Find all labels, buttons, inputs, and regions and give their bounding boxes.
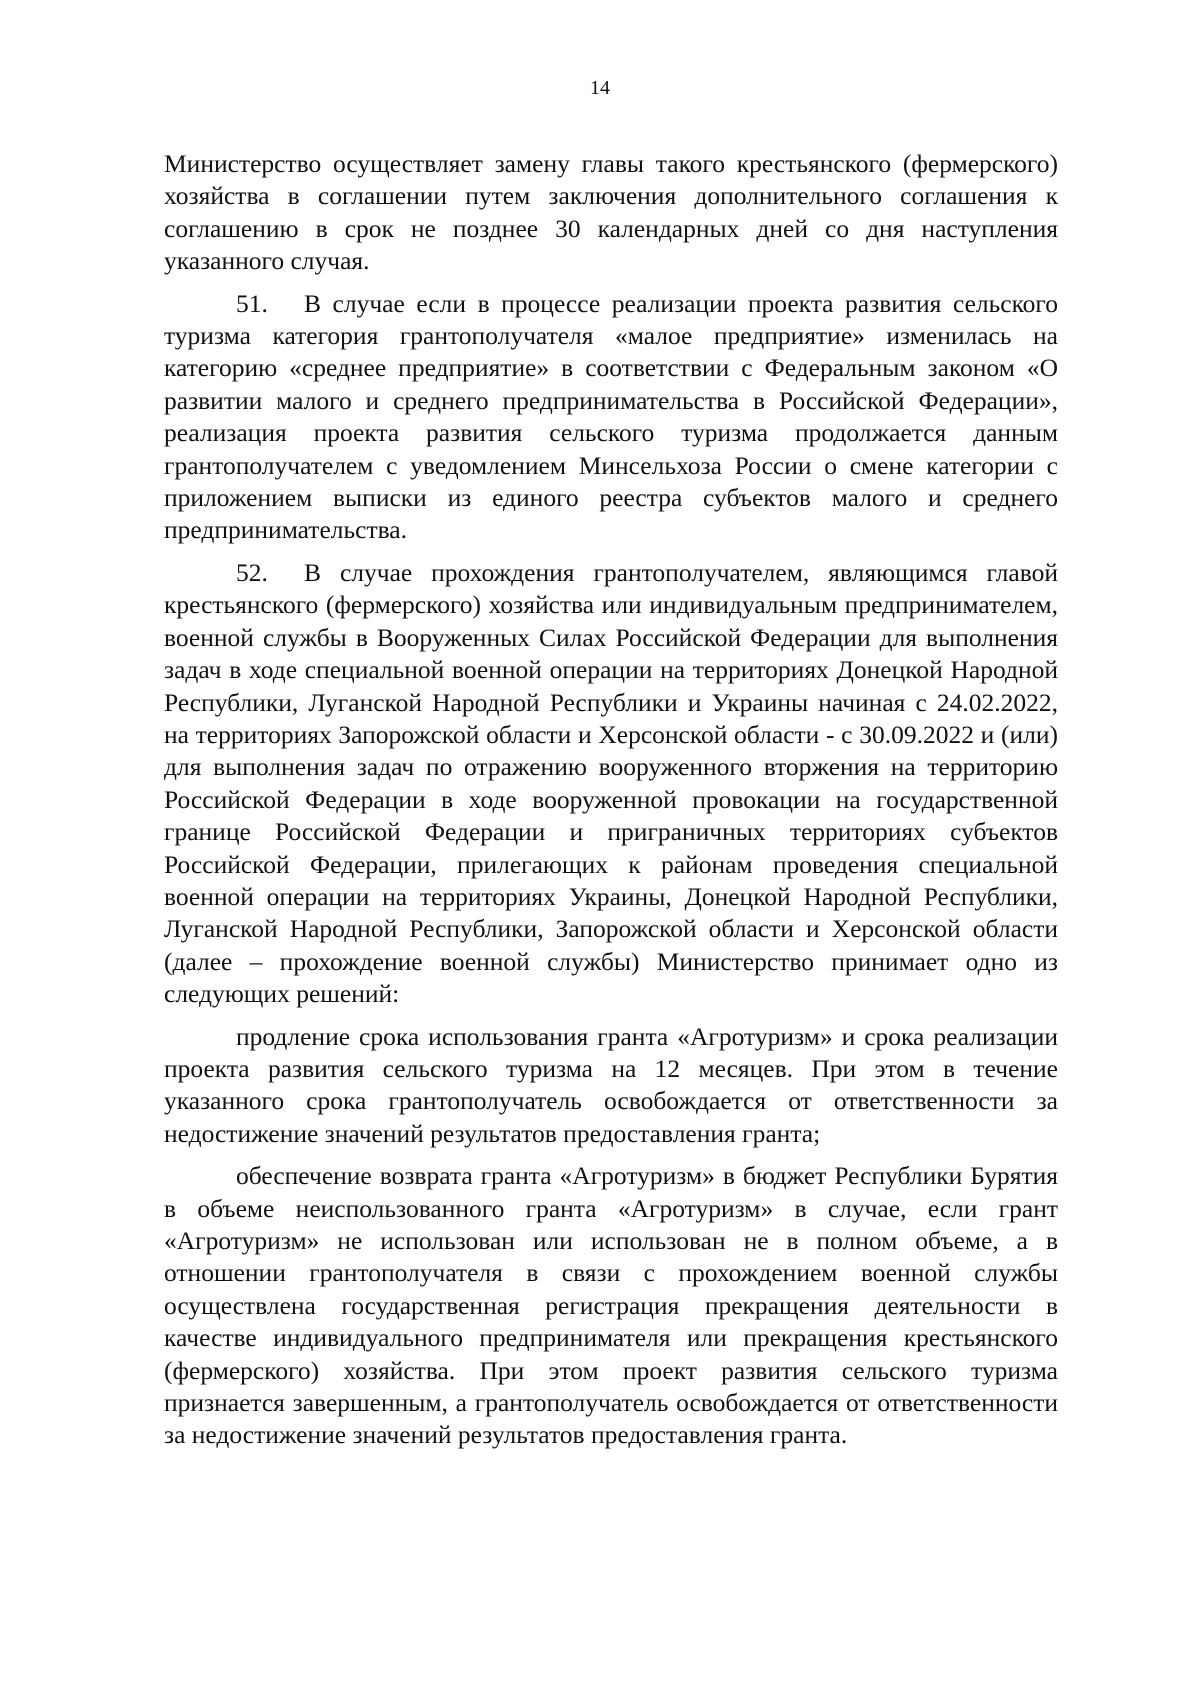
paragraph-52 (164, 557, 1058, 1011)
paragraph-number: 51. (236, 288, 268, 318)
page-number: 14 (590, 77, 610, 99)
paragraph-text: В случае прохождения грантополучателем, являющимся главой крестьянского (фермерского) хозяйства или индивидуальным предпринимателем, военной службы в Вооруженных Силах Российской Федерации для выполнения задач в ходе специальной военной операции на территориях Донецкой Народной Республики, Луганской Народной Республики и Украины начиная с 24.02.2022, на территориях Запорожской области и Херсонской области - с 30.09.2022 и (или) для выполнения задач по отражению вооруженного вторжения на территорию Российской Федерации в ходе вооруженной провокации на государственной границе Российской Федерации и приграничных территориях субъектов Российской Федерации, прилегающих к районам проведения специальной военной операции на территориях Украины, Донецкой Народной Республики, Луганской Народной Республики, Запорожской области и Херсонской области (далее – прохождение военной службы) Министерство принимает одно из следующих решений: (164, 557, 1058, 1009)
paragraph-continuation: Министерство осуществляет замену главы такого крестьянского (фермерского) хозяйства в соглашении путем заключения дополнительного соглашения к соглашению в срок не позднее 30 календарных дней со дня наступления указанного случая. (164, 149, 1058, 276)
paragraph-option-return: обеспечение возврата гранта «Агротуризм» в бюджет Республики Бурятия в объеме неиспользованного гранта «Агротуризм» в случае, если грант «Агротуризм» не использован или использован не в полном объеме, а в отношении грантополучателя в связи с прохождением военной службы осуществлена государственная регистрация прекращения деятельности в качестве индивидуального предпринимателя или прекращения крестьянского (фермерского) хозяйства. При этом проект развития сельского туризма признается завершенным, а грантополучатель освобождается от ответственности за недостижение значений результатов предоставления гранта. (164, 1161, 1058, 1450)
paragraph-text: В случае если в процессе реализации проекта развития сельского туризма категория грантополучателя «малое предприятие» изменилась на категорию «среднее предприятие» в соответствии с Федеральным законом «О развитии малого и среднего предпринимательства в Российской Федерации», реализация проекта развития сельского туризма продолжается данным грантополучателем с уведомлением Минсельхоза России о смене категории с приложением выписки из единого реестра субъектов малого и среднего предпринимательства. (164, 288, 1058, 545)
document-body (164, 148, 1058, 1462)
paragraph-number: 52. (236, 557, 268, 587)
paragraph-option-extension: продление срока использования гранта «Агротуризм» и срока реализации проекта развития сельского туризма на 12 месяцев. При этом в течение указанного срока грантополучатель освобождается от ответственности за недостижение значений результатов предоставления гранта; (164, 1021, 1058, 1148)
paragraph-51 (164, 288, 1058, 547)
